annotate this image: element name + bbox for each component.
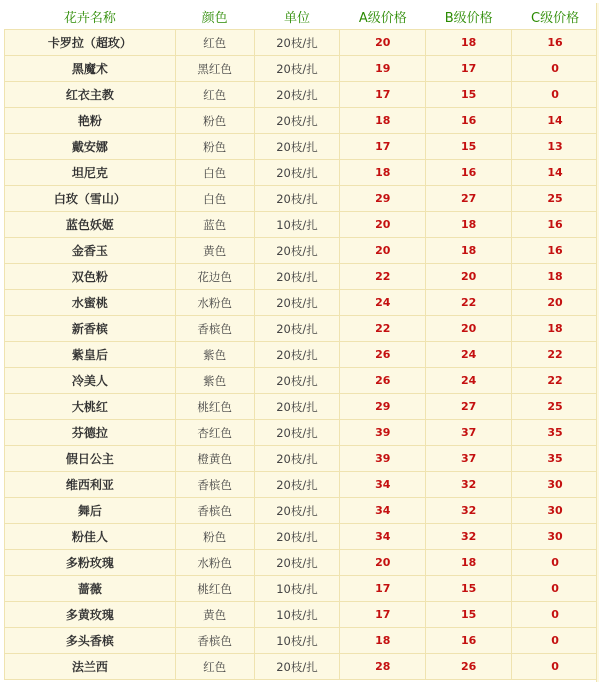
flower-name-cell: 大桃红 [5, 394, 176, 420]
color-cell: 香槟色 [175, 498, 254, 524]
color-cell: 红色 [175, 654, 254, 680]
c-price-cell: 0 [512, 628, 599, 654]
c-price-cell: 30 [512, 498, 599, 524]
unit-cell: 20枝/扎 [254, 524, 340, 550]
b-price-cell: 32 [426, 498, 512, 524]
flower-name-cell: 法兰西 [5, 654, 176, 680]
a-price-cell: 17 [340, 576, 426, 602]
color-cell: 紫色 [175, 368, 254, 394]
flower-name-cell: 舞后 [5, 498, 176, 524]
b-price-cell: 15 [426, 82, 512, 108]
a-price-cell: 22 [340, 316, 426, 342]
unit-cell: 20枝/扎 [254, 238, 340, 264]
a-price-cell: 20 [340, 30, 426, 56]
c-price-cell: 30 [512, 472, 599, 498]
flower-name-cell: 黑魔术 [5, 56, 176, 82]
table-row [5, 316, 599, 342]
a-price-cell: 28 [340, 654, 426, 680]
flower-name-cell: 假日公主 [5, 446, 176, 472]
c-price-cell: 22 [512, 368, 599, 394]
c-price-cell: 0 [512, 602, 599, 628]
c-price-cell: 35 [512, 446, 599, 472]
unit-cell: 20枝/扎 [254, 420, 340, 446]
a-price-cell: 17 [340, 602, 426, 628]
color-cell: 蓝色 [175, 212, 254, 238]
flower-name-cell: 戴安娜 [5, 134, 176, 160]
flower-name-cell: 芬德拉 [5, 420, 176, 446]
table-row [5, 498, 599, 524]
b-price-cell: 17 [426, 56, 512, 82]
color-cell: 黄色 [175, 238, 254, 264]
unit-cell: 20枝/扎 [254, 186, 340, 212]
flower-name-cell: 坦尼克 [5, 160, 176, 186]
b-price-cell: 37 [426, 446, 512, 472]
table-row [5, 576, 599, 602]
unit-cell: 20枝/扎 [254, 498, 340, 524]
b-price-cell: 32 [426, 524, 512, 550]
c-price-cell: 20 [512, 290, 599, 316]
c-price-cell: 18 [512, 264, 599, 290]
header-flower-name: 花卉名称 [5, 3, 176, 30]
flower-name-cell: 双色粉 [5, 264, 176, 290]
a-price-cell: 17 [340, 134, 426, 160]
b-price-cell: 20 [426, 316, 512, 342]
color-cell: 粉色 [175, 134, 254, 160]
color-cell: 红色 [175, 30, 254, 56]
table-row [5, 134, 599, 160]
c-price-cell: 13 [512, 134, 599, 160]
c-price-cell: 25 [512, 186, 599, 212]
table-row [5, 264, 599, 290]
color-cell: 水粉色 [175, 550, 254, 576]
table-row [5, 212, 599, 238]
c-price-cell: 18 [512, 316, 599, 342]
header-b-price: B级价格 [426, 3, 512, 30]
table-row [5, 446, 599, 472]
flower-name-cell: 新香槟 [5, 316, 176, 342]
c-price-cell: 30 [512, 524, 599, 550]
color-cell: 橙黄色 [175, 446, 254, 472]
a-price-cell: 18 [340, 160, 426, 186]
flower-name-cell: 艳粉 [5, 108, 176, 134]
a-price-cell: 20 [340, 550, 426, 576]
unit-cell: 20枝/扎 [254, 394, 340, 420]
b-price-cell: 16 [426, 160, 512, 186]
table-row [5, 30, 599, 56]
flower-name-cell: 白玫（雪山） [5, 186, 176, 212]
unit-cell: 20枝/扎 [254, 446, 340, 472]
color-cell: 香槟色 [175, 628, 254, 654]
c-price-cell: 16 [512, 238, 599, 264]
table-row [5, 56, 599, 82]
unit-cell: 20枝/扎 [254, 472, 340, 498]
color-cell: 香槟色 [175, 472, 254, 498]
c-price-cell: 0 [512, 654, 599, 680]
header-c-price: C级价格 [512, 3, 599, 30]
c-price-cell: 16 [512, 212, 599, 238]
b-price-cell: 20 [426, 264, 512, 290]
flower-name-cell: 红衣主教 [5, 82, 176, 108]
table-row [5, 628, 599, 654]
a-price-cell: 34 [340, 472, 426, 498]
unit-cell: 10枝/扎 [254, 628, 340, 654]
unit-cell: 20枝/扎 [254, 290, 340, 316]
flower-price-table [4, 3, 599, 680]
table-row [5, 602, 599, 628]
unit-cell: 10枝/扎 [254, 602, 340, 628]
unit-cell: 10枝/扎 [254, 576, 340, 602]
a-price-cell: 34 [340, 524, 426, 550]
a-price-cell: 29 [340, 394, 426, 420]
table-row [5, 472, 599, 498]
flower-name-cell: 水蜜桃 [5, 290, 176, 316]
flower-name-cell: 紫皇后 [5, 342, 176, 368]
b-price-cell: 16 [426, 628, 512, 654]
unit-cell: 20枝/扎 [254, 82, 340, 108]
header-color: 颜色 [175, 3, 254, 30]
color-cell: 红色 [175, 82, 254, 108]
table-row [5, 654, 599, 680]
flower-name-cell: 多粉玫瑰 [5, 550, 176, 576]
color-cell: 花边色 [175, 264, 254, 290]
a-price-cell: 26 [340, 368, 426, 394]
color-cell: 黄色 [175, 602, 254, 628]
color-cell: 杏红色 [175, 420, 254, 446]
a-price-cell: 18 [340, 628, 426, 654]
unit-cell: 20枝/扎 [254, 160, 340, 186]
b-price-cell: 32 [426, 472, 512, 498]
b-price-cell: 27 [426, 186, 512, 212]
c-price-cell: 22 [512, 342, 599, 368]
c-price-cell: 0 [512, 56, 599, 82]
unit-cell: 20枝/扎 [254, 342, 340, 368]
b-price-cell: 18 [426, 238, 512, 264]
a-price-cell: 29 [340, 186, 426, 212]
color-cell: 桃红色 [175, 394, 254, 420]
a-price-cell: 18 [340, 108, 426, 134]
header-row [5, 3, 599, 30]
color-cell: 香槟色 [175, 316, 254, 342]
a-price-cell: 19 [340, 56, 426, 82]
flower-name-cell: 粉佳人 [5, 524, 176, 550]
flower-name-cell: 多黄玫瑰 [5, 602, 176, 628]
header-unit: 单位 [254, 3, 340, 30]
a-price-cell: 22 [340, 264, 426, 290]
c-price-cell: 14 [512, 108, 599, 134]
a-price-cell: 20 [340, 238, 426, 264]
a-price-cell: 26 [340, 342, 426, 368]
flower-name-cell: 卡罗拉（超玫） [5, 30, 176, 56]
unit-cell: 20枝/扎 [254, 654, 340, 680]
table-row [5, 82, 599, 108]
color-cell: 紫色 [175, 342, 254, 368]
table-row [5, 524, 599, 550]
flower-name-cell: 维西利亚 [5, 472, 176, 498]
b-price-cell: 27 [426, 394, 512, 420]
c-price-cell: 0 [512, 550, 599, 576]
table-row [5, 550, 599, 576]
flower-name-cell: 蓝色妖姬 [5, 212, 176, 238]
b-price-cell: 26 [426, 654, 512, 680]
color-cell: 白色 [175, 160, 254, 186]
table-row [5, 342, 599, 368]
b-price-cell: 15 [426, 576, 512, 602]
c-price-cell: 0 [512, 576, 599, 602]
unit-cell: 20枝/扎 [254, 264, 340, 290]
b-price-cell: 22 [426, 290, 512, 316]
flower-name-cell: 金香玉 [5, 238, 176, 264]
b-price-cell: 18 [426, 212, 512, 238]
c-price-cell: 16 [512, 30, 599, 56]
unit-cell: 20枝/扎 [254, 368, 340, 394]
b-price-cell: 16 [426, 108, 512, 134]
header-a-price: A级价格 [340, 3, 426, 30]
table-row [5, 238, 599, 264]
b-price-cell: 18 [426, 550, 512, 576]
table-row [5, 394, 599, 420]
unit-cell: 20枝/扎 [254, 30, 340, 56]
color-cell: 水粉色 [175, 290, 254, 316]
table-row [5, 108, 599, 134]
c-price-cell: 25 [512, 394, 599, 420]
table-row [5, 290, 599, 316]
a-price-cell: 24 [340, 290, 426, 316]
b-price-cell: 15 [426, 602, 512, 628]
b-price-cell: 24 [426, 368, 512, 394]
b-price-cell: 24 [426, 342, 512, 368]
unit-cell: 10枝/扎 [254, 212, 340, 238]
unit-cell: 20枝/扎 [254, 108, 340, 134]
a-price-cell: 39 [340, 446, 426, 472]
b-price-cell: 37 [426, 420, 512, 446]
unit-cell: 20枝/扎 [254, 56, 340, 82]
b-price-cell: 15 [426, 134, 512, 160]
table-row [5, 160, 599, 186]
c-price-cell: 0 [512, 82, 599, 108]
flower-name-cell: 蔷薇 [5, 576, 176, 602]
unit-cell: 20枝/扎 [254, 550, 340, 576]
table-row [5, 420, 599, 446]
color-cell: 粉色 [175, 108, 254, 134]
table-row [5, 186, 599, 212]
flower-name-cell: 冷美人 [5, 368, 176, 394]
unit-cell: 20枝/扎 [254, 316, 340, 342]
b-price-cell: 18 [426, 30, 512, 56]
a-price-cell: 34 [340, 498, 426, 524]
color-cell: 桃红色 [175, 576, 254, 602]
color-cell: 黑红色 [175, 56, 254, 82]
unit-cell: 20枝/扎 [254, 134, 340, 160]
color-cell: 粉色 [175, 524, 254, 550]
c-price-cell: 14 [512, 160, 599, 186]
c-price-cell: 35 [512, 420, 599, 446]
a-price-cell: 17 [340, 82, 426, 108]
a-price-cell: 20 [340, 212, 426, 238]
flower-name-cell: 多头香槟 [5, 628, 176, 654]
table-row [5, 368, 599, 394]
color-cell: 白色 [175, 186, 254, 212]
a-price-cell: 39 [340, 420, 426, 446]
